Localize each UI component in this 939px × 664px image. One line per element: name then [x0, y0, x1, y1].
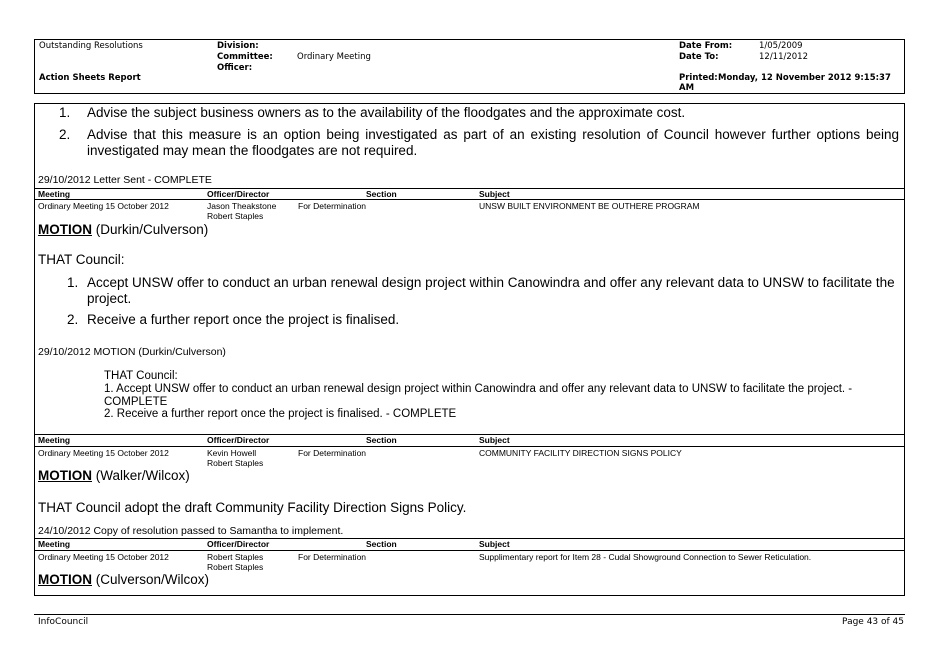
motion-movers: (Culverson/Wilcox) — [92, 572, 210, 587]
action-text: 2. Receive a further report once the project is finalised. - COMPLETE — [104, 408, 457, 420]
divider — [35, 434, 904, 435]
section-cell: For Determination — [298, 448, 367, 458]
subject-cell: COMMUNITY FACILITY DIRECTION SIGNS POLICY — [479, 448, 682, 458]
resolutions-body — [34, 103, 905, 596]
column-header-section: Section — [366, 189, 397, 199]
motion-word: MOTION — [38, 468, 92, 483]
column-header-section: Section — [366, 435, 397, 445]
column-header-meeting: Meeting — [38, 435, 71, 445]
date-from-label: Date From: — [679, 41, 733, 51]
officer-cell: Robert Staples — [207, 458, 264, 468]
action-note: 29/10/2012 Letter Sent - COMPLETE — [38, 174, 212, 186]
footer-app-name: InfoCouncil — [38, 617, 89, 627]
meeting-cell: Ordinary Meeting 15 October 2012 — [38, 552, 169, 562]
list-item: Advise that this measure is an option being investigated as part of an existing resolution of Council however further options being investigated may mean the floodgates are not required. — [87, 127, 899, 158]
list-number: 1. — [67, 275, 79, 290]
action-text: COMPLETE — [104, 396, 168, 408]
column-header-subject: Subject — [479, 435, 510, 445]
action-text: 1. Accept UNSW offer to conduct an urban renewal design project within Canowindra and offer any relevant data to UNSW to facilitate the project. - — [104, 383, 853, 395]
divider — [35, 538, 904, 539]
page-number: Page 43 of 45 — [842, 617, 904, 627]
section-cell: For Determination — [298, 552, 367, 562]
list-number: 2. — [59, 127, 71, 142]
footer-divider — [34, 614, 905, 615]
resolution-text: THAT Council: — [38, 252, 125, 267]
report-type: Action Sheets Report — [39, 73, 141, 83]
column-header-meeting: Meeting — [38, 189, 71, 199]
motion-word: MOTION — [38, 572, 92, 587]
motion-movers: (Walker/Wilcox) — [92, 468, 190, 483]
list-number: 2. — [67, 312, 79, 327]
action-note: 24/10/2012 Copy of resolution passed to Samantha to implement. — [38, 525, 344, 537]
officer-label: Officer: — [217, 63, 253, 73]
officer-cell: Robert Staples — [207, 552, 264, 562]
column-header-officer: Officer/Director — [207, 189, 270, 199]
meeting-cell: Ordinary Meeting 15 October 2012 — [38, 201, 169, 211]
list-item: Receive a further report once the project is finalised. — [87, 312, 400, 327]
divider — [35, 550, 904, 551]
column-header-officer: Officer/Director — [207, 435, 270, 445]
motion-heading — [38, 222, 208, 237]
list-item: Advise the subject business owners as to the availability of the floodgates and the approximate cost. — [87, 105, 686, 120]
printed-ampm: AM — [679, 83, 695, 93]
meeting-cell: Ordinary Meeting 15 October 2012 — [38, 448, 169, 458]
printed-label: Printed: — [679, 73, 718, 83]
column-header-meeting: Meeting — [38, 539, 71, 549]
motion-movers: (Durkin/Culverson) — [92, 222, 209, 237]
report-name: Outstanding Resolutions — [39, 41, 143, 51]
list-number: 1. — [59, 105, 71, 120]
list-item: Accept UNSW offer to conduct an urban renewal design project within Canowindra and offer any relevant data to UNSW to facilitate the project. — [87, 275, 895, 306]
officer-cell: Robert Staples — [207, 562, 264, 572]
divider — [35, 188, 904, 189]
subject-cell: UNSW BUILT ENVIRONMENT BE OUTHERE PROGRAM — [479, 201, 700, 211]
subject-cell: Supplimentary report for Item 28 - Cudal Showground Connection to Sewer Reticulation. — [479, 552, 812, 562]
date-from-value: 1/05/2009 — [759, 41, 803, 51]
column-header-subject: Subject — [479, 189, 510, 199]
officer-cell: Kevin Howell — [207, 448, 257, 458]
officer-cell: Jason Theakstone — [207, 201, 277, 211]
motion-word: MOTION — [38, 222, 92, 237]
action-note: 29/10/2012 MOTION (Durkin/Culverson) — [38, 346, 226, 358]
resolution-text: THAT Council adopt the draft Community Facility Direction Signs Policy. — [38, 500, 467, 515]
printed-value: Monday, 12 November 2012 9:15:37 — [718, 73, 891, 83]
date-to-value: 12/11/2012 — [759, 52, 808, 62]
column-header-subject: Subject — [479, 539, 510, 549]
committee-label: Committee: — [217, 52, 273, 62]
report-header — [34, 39, 905, 94]
committee-value: Ordinary Meeting — [297, 52, 371, 62]
column-header-officer: Officer/Director — [207, 539, 270, 549]
motion-heading — [38, 572, 209, 587]
divider — [35, 446, 904, 447]
section-cell: For Determination — [298, 201, 367, 211]
motion-heading — [38, 468, 190, 483]
action-text: THAT Council: — [104, 370, 178, 382]
divider — [35, 199, 904, 200]
column-header-section: Section — [366, 539, 397, 549]
date-to-label: Date To: — [679, 52, 719, 62]
division-label: Division: — [217, 41, 259, 51]
officer-cell: Robert Staples — [207, 211, 264, 221]
